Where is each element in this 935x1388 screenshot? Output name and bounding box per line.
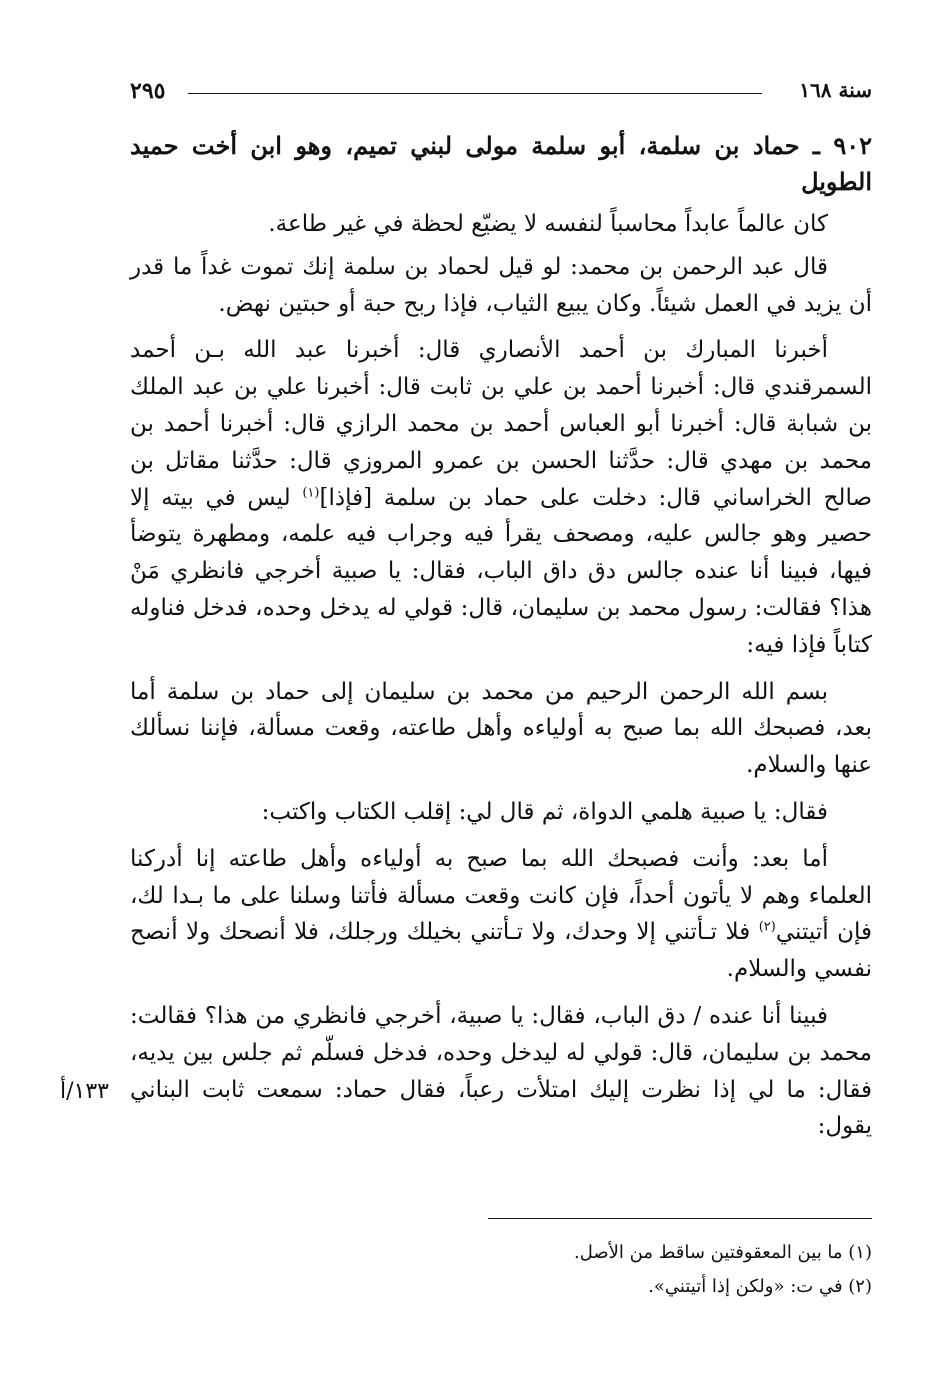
- paragraph-4: بسم الله الرحمن الرحيم من محمد بن سليمان إلى حماد بن سلمة أما بعد، فصبحك الله بما صبح به أولياءه وأهل طاعته، وقعت مسألة، فإننا نسألك عنها والسلام.: [130, 678, 872, 779]
- running-head: سنة ١٦٨: [799, 78, 872, 102]
- page-number: ٢٩٥: [130, 78, 166, 104]
- paragraph-3-text-a: أخبرنا المبارك بن أحمد الأنصاري قال: أخبرنا عبد الله بـن أحمد السمرقندي قال: أخبرنا أحمد بن علي بن ثابت قال: أخبرنا علي بن عبد الملك بن شبابة قال: أخبرنا أبو العباس أحمد بن محمد الرازي قال: أخبرنا أحمد بن محمد بن مهدي قال: حدَّثنا الحسن بن عمرو المروزي قال: حدَّثنا مقاتل بن صالح الخراساني قال: دخلت على حماد بن سلمة [فإذا]: [130, 337, 872, 511]
- paragraph-1: كان عالماً عابداً محاسباً لنفسه لا يضيّع لحظة في غير طاعة.: [268, 211, 828, 237]
- footnotes: [130, 1236, 872, 1304]
- footnote-2: (٢) في ت: «ولكن إذا أتيتني».: [648, 1276, 872, 1297]
- entry-title: ٩٠٢ ـ حماد بن سلمة، أبو سلمة مولى لبني تميم، وهو ابن أخت حميد الطويل: [130, 131, 872, 196]
- paragraph-7: فبينا أنا عنده / دق الباب، فقال: يا صبية، أخرجي فانظري من هذا؟ فقالت: محمد بن سليمان، قال: قولي له ليدخل وحده، فدخل فسلّم ثم جلس بين يديه، فقال: ما لي إذا نظرت إليك امتلأت رعباً، فقال حماد: سمعت ثابت البناني يقول:: [130, 1002, 872, 1140]
- page-header: [130, 78, 872, 108]
- paragraph-2: قال عبد الرحمن بن محمد: لو قيل لحماد بن سلمة إنك تموت غداً ما قدر أن يزيد في العمل شيئاً. وكان يبيع الثياب، فإذا ربح حبة أو حبتين نهض.: [130, 253, 872, 317]
- paragraph-6-text-a: أما بعد: وأنت فصبحك الله بما صبح به أولياءه وأهل طاعته إنا أدركنا العلماء وهم لا يأتون أحداً، فإن كانت وقعت مسألة فأتنا وسلنا على ما بـدا لك، فإن أتيتني: [130, 845, 872, 946]
- footnote-1: (١) ما بين المعقوفتين ساقط من الأصل.: [574, 1242, 872, 1263]
- footnote-separator: [488, 1218, 872, 1219]
- paragraph-3-text-b: ليس في بيته إلا حصير وهو جالس عليه، ومصحف يقرأ فيه وجراب فيه علمه، ومطهرة يتوضأ فيها، فبينا أنا عنده جالس دق داق الباب، فقال: يا صبية أخرجي فانظري مَنْ هذا؟ فقالت: رسول محمد بن سليمان، قال: قولي له يدخل وحده، فدخل فناوله كتاباً فإذا فيه:: [130, 484, 872, 658]
- page-body: [130, 128, 872, 1145]
- paragraph-3: [130, 332, 872, 663]
- paragraph-6-text-b: فلا تـأتني إلا وحدك، ولا تـأتني بخيلك ورجلك، فلا أنصحك ولا أنصح نفسي والسلام.: [130, 919, 872, 983]
- footnote-ref-2[interactable]: (٢): [758, 919, 776, 935]
- header-rule: [188, 93, 762, 94]
- footnote-ref-1[interactable]: (١): [302, 484, 320, 500]
- paragraph-5: فقال: يا صبية هلمي الدواة، ثم قال لي: إقلب الكتاب واكتب:: [261, 798, 828, 825]
- paragraph-6: [130, 841, 872, 988]
- manuscript-folio-note: ١٣٣/أ: [60, 1079, 109, 1104]
